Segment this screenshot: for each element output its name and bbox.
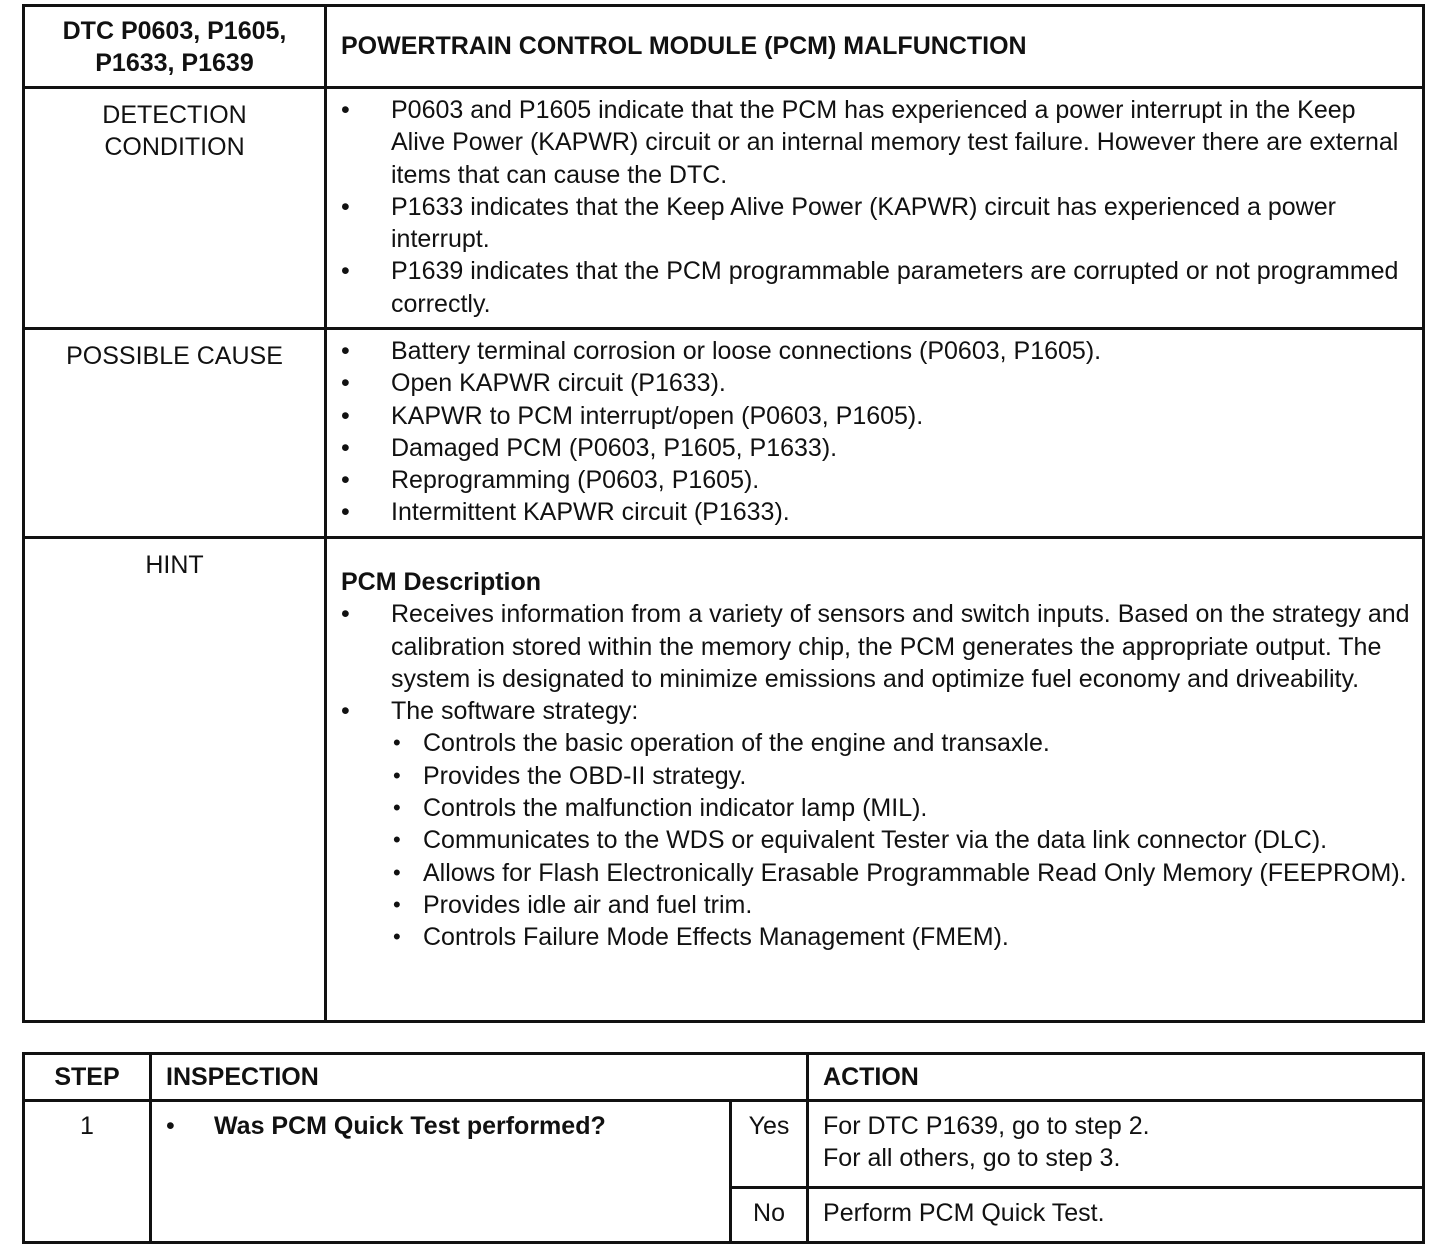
dtc-codes-line-2: P1633, P1639	[95, 48, 254, 77]
detection-item: • P1639 indicates that the PCM programmable parameters are corrupted or not programmed correctly.	[341, 255, 1412, 320]
step-header: STEP	[24, 1054, 151, 1101]
cause-item: • Open KAPWR circuit (P1633).	[341, 367, 1412, 399]
cause-item: • Battery terminal corrosion or loose connections (P0603, P1605).	[341, 335, 1412, 367]
hint-row	[24, 538, 1424, 1022]
hint-subitem: • Controls the basic operation of the engine and transaxle.	[391, 727, 1412, 759]
hint-subitem: • Controls Failure Mode Effects Management (FMEM).	[391, 921, 1412, 953]
hint-subitem: • Controls the malfunction indicator lamp (MIL).	[391, 792, 1412, 824]
detection-item: • P1633 indicates that the Keep Alive Power (KAPWR) circuit has experienced a power interrupt.	[341, 191, 1412, 256]
yes-action: For DTC P1639, go to step 2. For all others, go to step 3.	[808, 1101, 1424, 1188]
hint-item: • The software strategy: • Controls the basic operation of the engine and transaxle. • Provides the OBD-II strategy. • Controls the malfunction indicator lamp (MIL). • Communicates to the WDS or equivalent Tester via the data link connector (DLC). • Allows for Flash Electronically Erasable Programmable Read Only Memory (FEEPROM). • Provides idle air and fuel trim. • Controls Failure Mode Effects Management (FMEM).	[341, 695, 1412, 953]
detection-label: DETECTION CONDITION	[24, 88, 326, 329]
dtc-title: POWERTRAIN CONTROL MODULE (PCM) MALFUNCTION	[326, 6, 1424, 88]
detection-row	[24, 88, 1424, 329]
action-header: ACTION	[808, 1054, 1424, 1101]
yes-label: Yes	[731, 1101, 808, 1188]
possible-cause-content	[326, 329, 1424, 538]
inspection-step-table	[22, 1052, 1425, 1244]
hint-subitem: • Allows for Flash Electronically Erasable Programmable Read Only Memory (FEEPROM).	[391, 857, 1412, 889]
hint-sublist	[391, 727, 1412, 953]
dtc-header-row	[24, 6, 1424, 88]
cause-item: • KAPWR to PCM interrupt/open (P0603, P1605).	[341, 400, 1412, 432]
bullet: •	[166, 1112, 175, 1140]
hint-label: HINT	[24, 538, 326, 1022]
step-number: 1	[24, 1101, 151, 1243]
cause-item: • Damaged PCM (P0603, P1605, P1633).	[341, 432, 1412, 464]
cause-item: • Reprogramming (P0603, P1605).	[341, 464, 1412, 496]
hint-subitem: • Provides idle air and fuel trim.	[391, 889, 1412, 921]
dtc-codes-cell	[24, 6, 326, 88]
step-question: • Was PCM Quick Test performed?	[151, 1101, 731, 1243]
possible-cause-label: POSSIBLE CAUSE	[24, 329, 326, 538]
hint-item: • Receives information from a variety of sensors and switch inputs. Based on the strategy and calibration stored within the memory chip, the PCM generates the appropriate output. The system is designated to minimize emissions and optimize fuel economy and driveability.	[341, 598, 1412, 695]
detection-content	[326, 88, 1424, 329]
hint-content	[326, 538, 1424, 1022]
step-header-row	[24, 1054, 1424, 1101]
step-1-yes-row	[24, 1101, 1424, 1188]
detection-item: • P0603 and P1605 indicate that the PCM has experienced a power interrupt in the Keep Alive Power (KAPWR) circuit or an internal memory test failure. However there are external items that can cause the DTC.	[341, 94, 1412, 191]
hint-heading: PCM Description	[341, 568, 542, 596]
hint-subitem: • Communicates to the WDS or equivalent Tester via the data link connector (DLC).	[391, 824, 1412, 856]
hint-subitem: • Provides the OBD-II strategy.	[391, 760, 1412, 792]
cause-item: • Intermittent KAPWR circuit (P1633).	[341, 496, 1412, 528]
inspection-header: INSPECTION	[151, 1054, 808, 1101]
no-action: Perform PCM Quick Test.	[808, 1188, 1424, 1243]
possible-cause-row	[24, 329, 1424, 538]
dtc-codes-line-1: DTC P0603, P1605,	[62, 16, 287, 45]
no-label: No	[731, 1188, 808, 1243]
dtc-info-table	[22, 4, 1425, 1023]
